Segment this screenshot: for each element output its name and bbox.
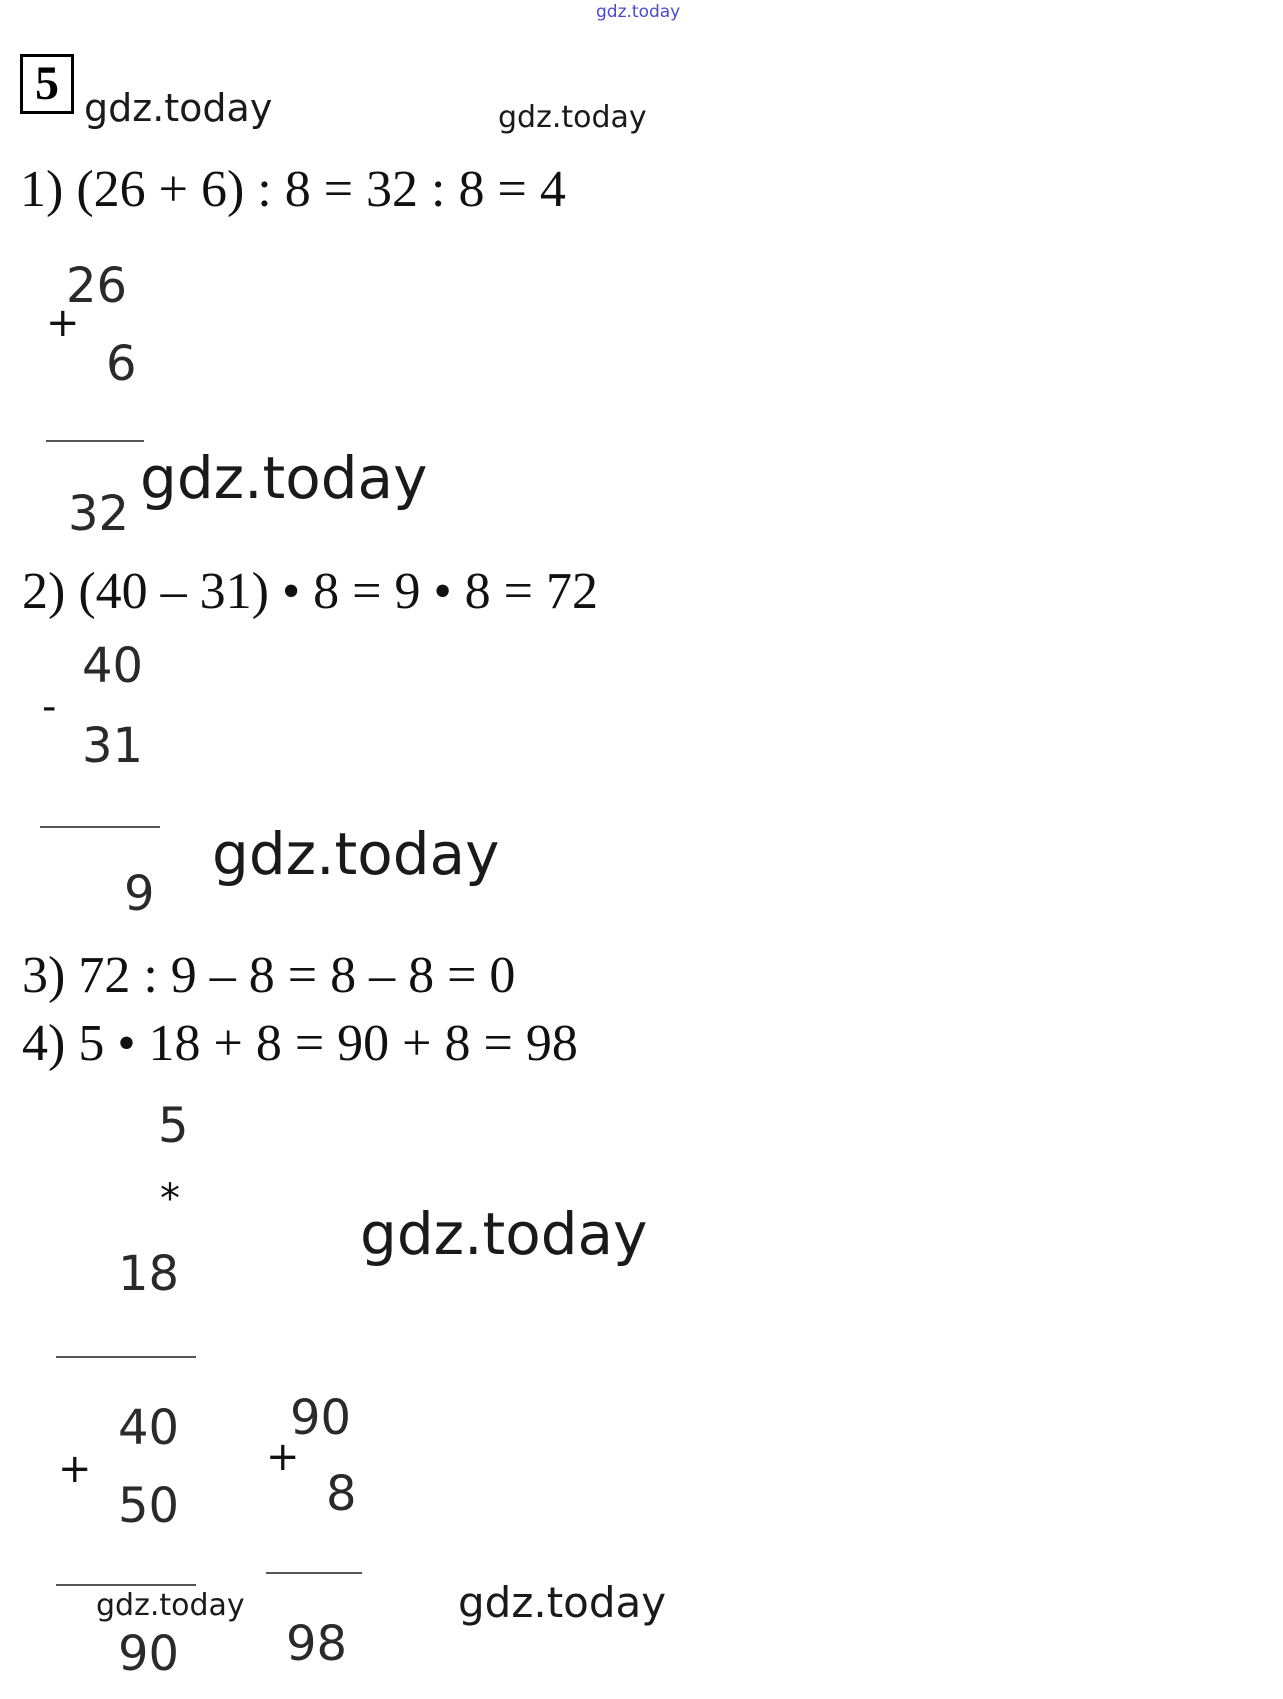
- addend-bottom: 8: [326, 1466, 357, 1522]
- sum-line: [56, 1584, 196, 1586]
- watermark: gdz.today: [498, 100, 647, 135]
- addend-top: 26: [66, 258, 128, 314]
- minuend: 40: [82, 638, 144, 694]
- plus-sign: +: [58, 1446, 92, 1492]
- factor-top: 5: [158, 1098, 189, 1154]
- addend-top: 40: [118, 1400, 180, 1456]
- sum-result: 98: [286, 1616, 348, 1672]
- watermark: gdz.today: [458, 1578, 667, 1627]
- multiply-sign: *: [160, 1176, 180, 1222]
- header-watermark: gdz.today: [596, 2, 681, 22]
- factor-bottom: 18: [118, 1246, 180, 1302]
- minus-sign: -: [42, 684, 57, 730]
- equation-4: 4) 5 • 18 + 8 = 90 + 8 = 98: [22, 1015, 578, 1072]
- watermark: gdz.today: [360, 1200, 648, 1268]
- equation-2: 2) (40 – 31) • 8 = 9 • 8 = 72: [22, 563, 599, 620]
- product-line: [56, 1356, 196, 1358]
- addend-bottom: 50: [118, 1478, 180, 1534]
- difference-line: [40, 826, 160, 828]
- plus-sign: +: [46, 300, 80, 346]
- plus-sign: +: [266, 1434, 300, 1480]
- sum-line: [266, 1572, 362, 1574]
- difference-result: 9: [124, 866, 155, 922]
- addend-bottom: 6: [106, 336, 137, 392]
- addend-top: 90: [290, 1390, 352, 1446]
- sum-result: 32: [68, 486, 130, 542]
- watermark: gdz.today: [84, 86, 273, 130]
- watermark: gdz.today: [140, 444, 428, 512]
- watermark: gdz.today: [212, 820, 500, 888]
- equation-1: 1) (26 + 6) : 8 = 32 : 8 = 4: [20, 161, 566, 218]
- sum-line: [46, 440, 144, 442]
- task-number-badge: 5: [20, 54, 74, 114]
- equation-3: 3) 72 : 9 – 8 = 8 – 8 = 0: [22, 947, 516, 1004]
- sum-result: 90: [118, 1626, 180, 1682]
- watermark: gdz.today: [96, 1588, 245, 1623]
- subtrahend: 31: [82, 718, 144, 774]
